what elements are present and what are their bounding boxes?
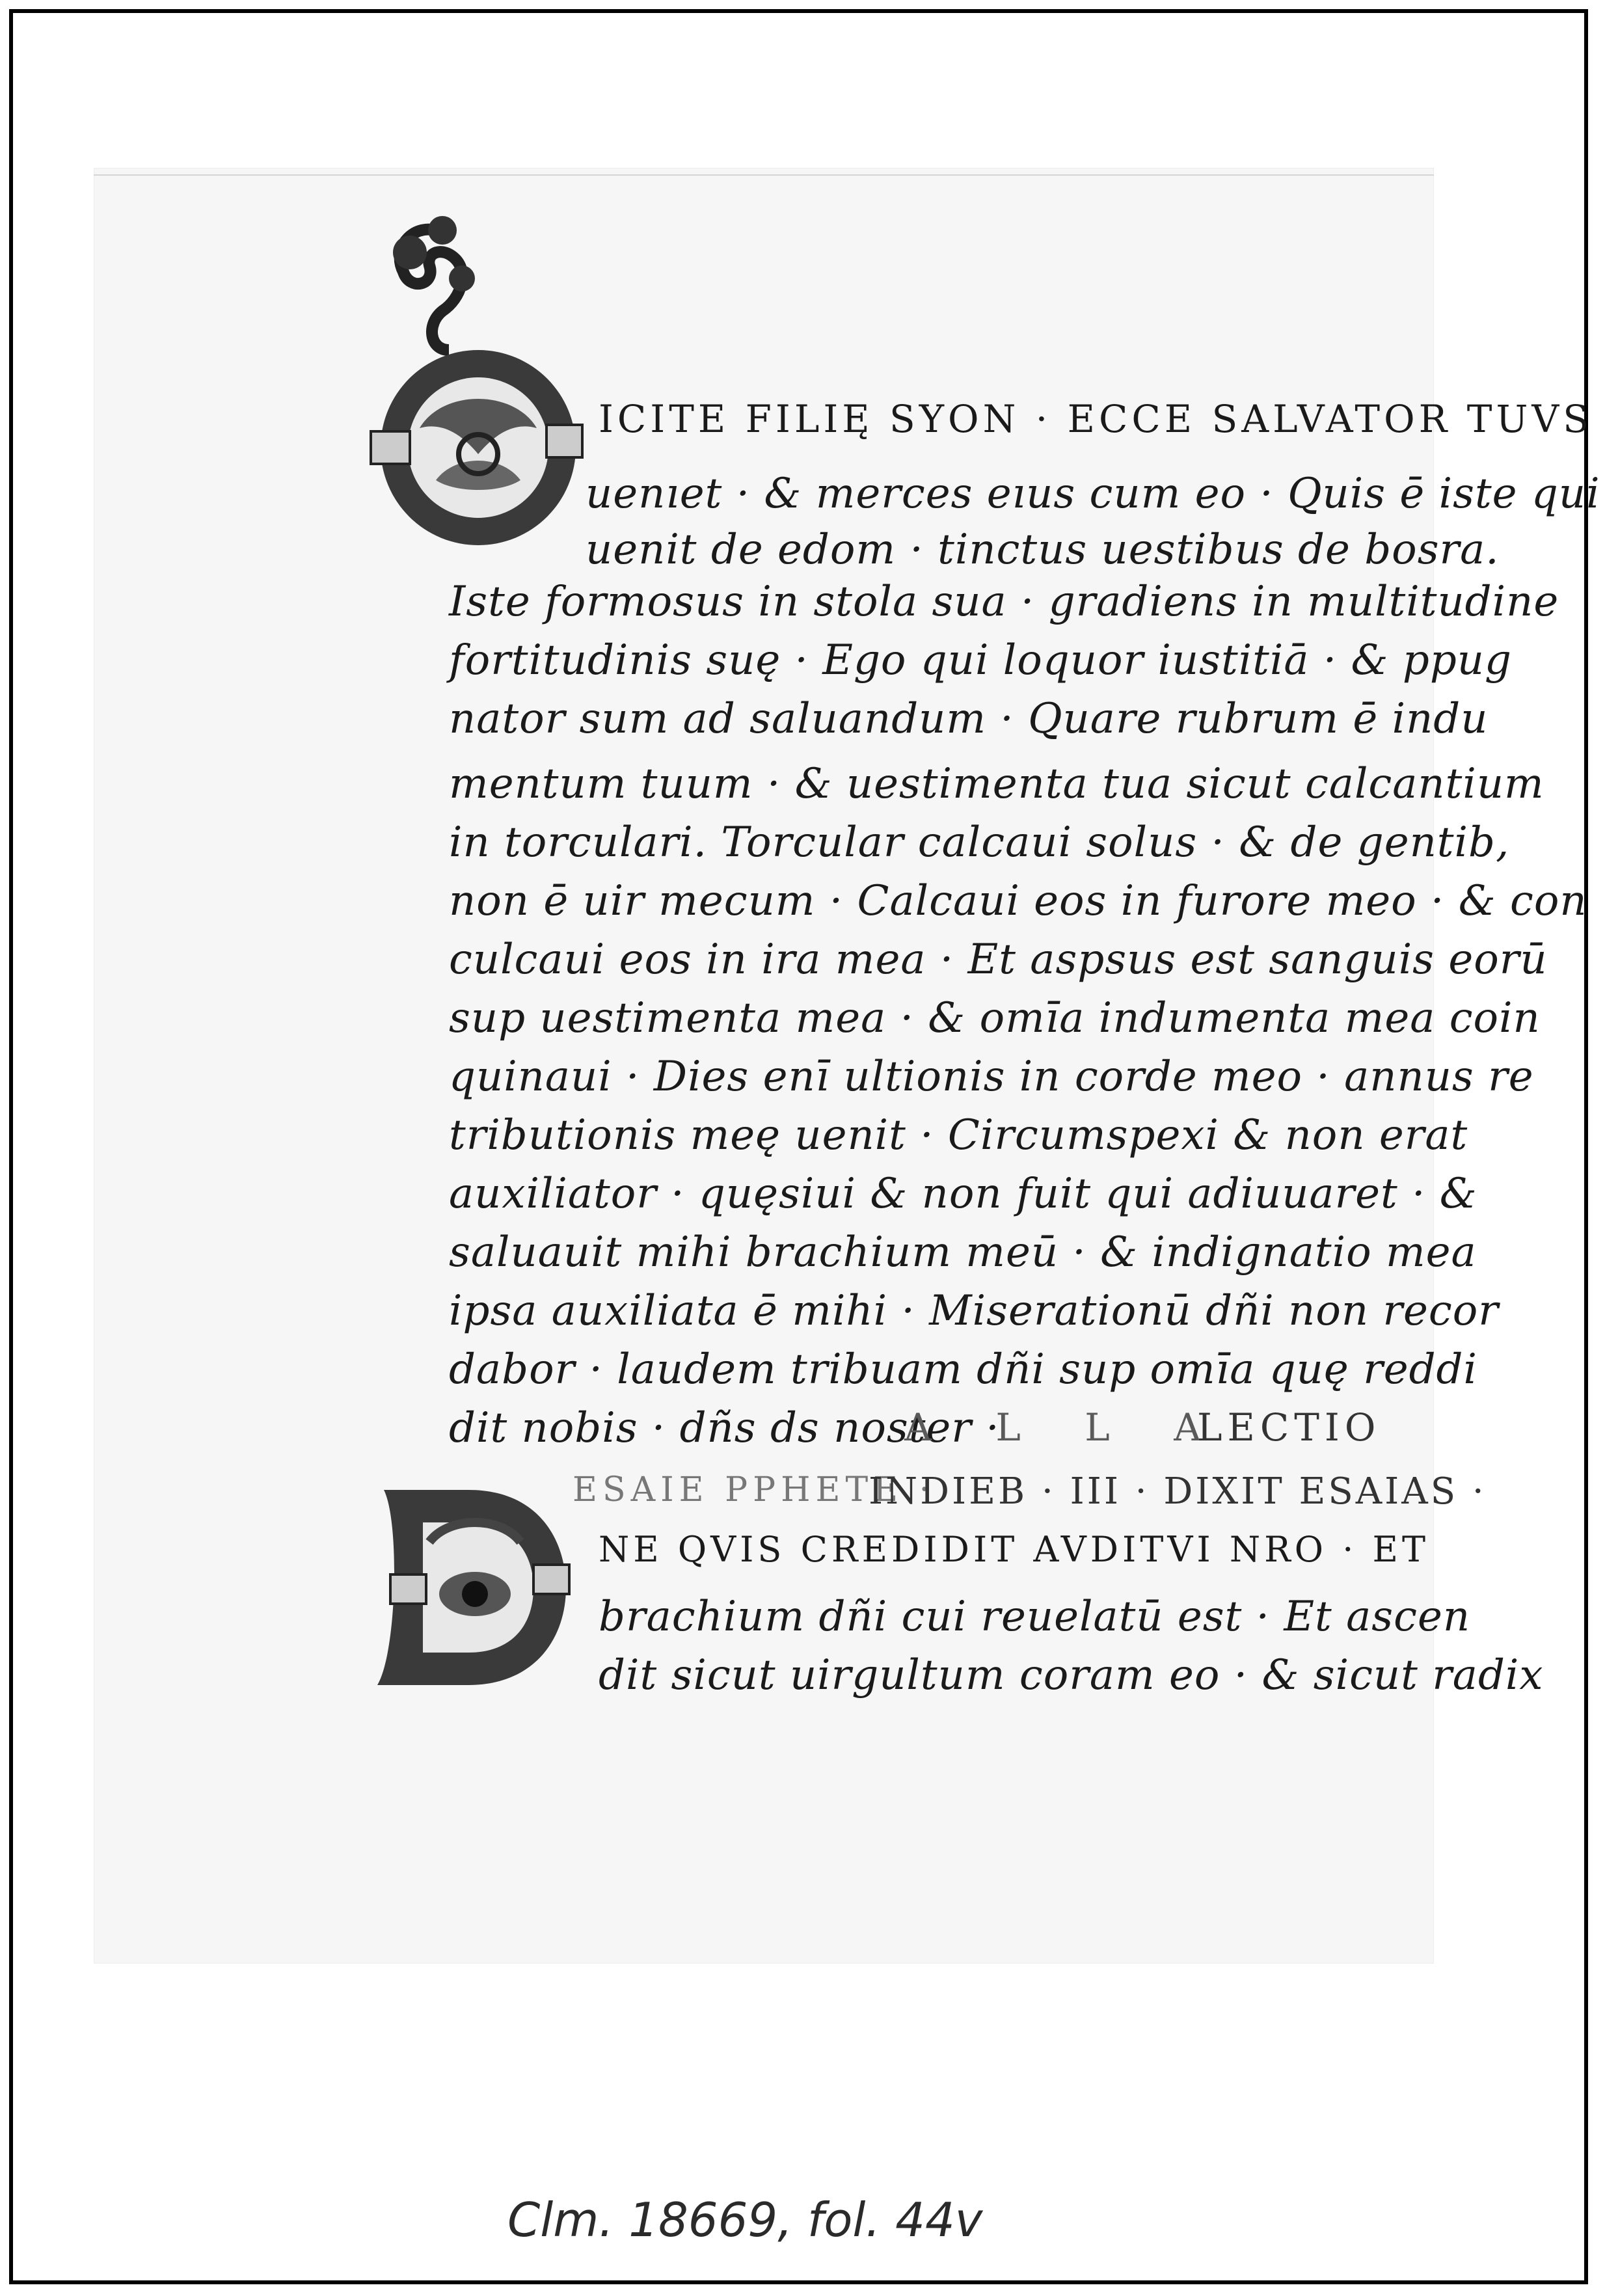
- text-line-15: saluauit mihi brachium meū · & indignatio mea: [449, 1228, 1477, 1276]
- text-line-4: Iste formosus in stola sua · gradiens in multitudine: [449, 578, 1559, 626]
- text-line-7: mentum tuum · & uestimenta tua sicut calcantium: [449, 760, 1544, 808]
- text-line-8: in torculari. Torcular calcaui solus · & de gentib,: [449, 818, 1510, 867]
- text-line-16: ipsa auxiliata ē mihi · Miserationū dñi non recor: [449, 1287, 1499, 1335]
- text-line-11: sup uestimenta mea · & omīa indumenta mea coin: [449, 994, 1541, 1042]
- text-line-20: dit sicut uirgultum coram eo · & sicut radix: [599, 1651, 1544, 1699]
- text-line-3: uenit de edom · tinctus uestibus de bosra.: [586, 526, 1500, 574]
- text-caps-line-2: NE QVIS CREDIDIT AVDITVI NRO · ET: [599, 1529, 1429, 1570]
- text-line-9: non ē uir mecum · Calcaui eos in furore meo · & con: [449, 877, 1587, 925]
- text-line-2: uenıet · & merces eıus cum eo · Quis ē iste qui: [586, 470, 1600, 518]
- leaf-top-edge: [94, 174, 1434, 176]
- text-line-1: ICITE FILIĘ SYON · ECCE SALVATOR TUVS: [599, 397, 1593, 441]
- text-line-17: dabor · laudem tribuam dñi sup omīa quę reddi: [449, 1345, 1477, 1394]
- text-line-18: dit nobis · dñs ds noster ·: [449, 1404, 1000, 1452]
- initial-d-ornament: [364, 207, 586, 545]
- text-line-6: nator sum ad saluandum · Quare rubrum ē indu: [449, 695, 1489, 743]
- shelfmark-label: Clm. 18669, fol. 44v: [507, 2193, 983, 2247]
- rubric-in-diebus: INDIEB · III · DIXIT ESAIAS ·: [869, 1470, 1487, 1513]
- text-line-19: brachium dñi cui reuelatū est · Et ascen: [599, 1593, 1471, 1641]
- text-line-14: auxiliator · quęsiui & non fuit qui adiuuaret · &: [449, 1170, 1477, 1218]
- rubric-alleluia: A L L A: [904, 1405, 1228, 1450]
- text-line-13: tributionis meę uenit · Circumspexi & non erat: [449, 1111, 1468, 1159]
- text-line-10: culcaui eos in ira mea · Et aspsus est sanguis eorū: [449, 936, 1548, 984]
- rubric-esaie-prophete: ESAIE PPHETE ·: [573, 1470, 936, 1509]
- text-line-5: fortitudinis suę · Ego qui loquor iustitiā · & ppug: [449, 636, 1512, 684]
- rubric-lectio: LECTIO: [1197, 1405, 1381, 1450]
- initial-d-second: [371, 1483, 573, 1692]
- text-line-12: quinaui · Dies enī ultionis in corde meo · annus re: [449, 1053, 1534, 1101]
